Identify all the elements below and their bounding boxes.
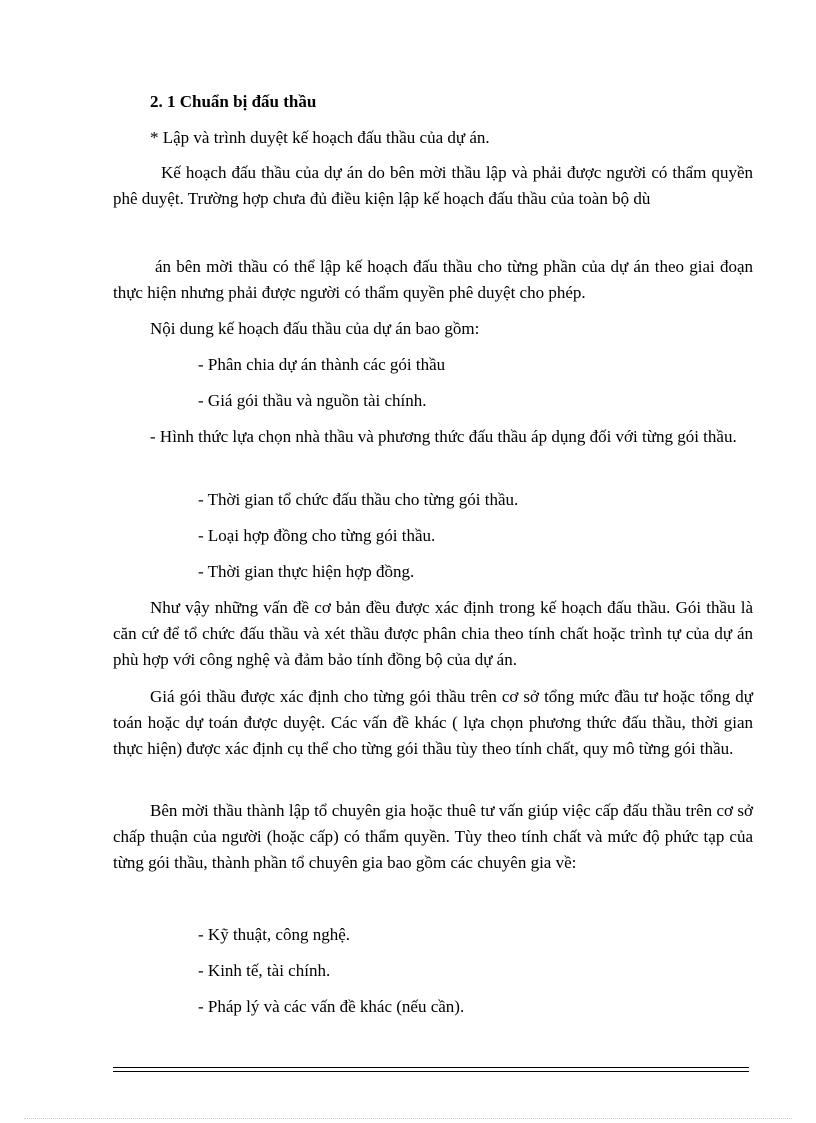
section-heading: 2. 1 Chuẩn bị đấu thầu (150, 92, 317, 111)
footer-rule (113, 1067, 749, 1068)
paragraph-plan-contents: Nội dung kế hoạch đấu thầu của dự án bao gồm: (150, 319, 480, 338)
paragraph-package-price: Giá gói thầu được xác định cho từng gói thầu trên cơ sở tổng mức đầu tư hoặc tổng dự toán hoặc dự toán được duyệt. Các vấn đề khác ( lựa chọn phương thức đấu thầu, thời gian thực hiện) được xác định cụ thể cho từng gói thầu tùy theo tính chất, quy mô từng gói thầu. (113, 687, 753, 758)
list-item: - Giá gói thầu và nguồn tài chính. (198, 391, 427, 410)
list-item: - Thời gian thực hiện hợp đồng. (198, 562, 415, 581)
list-item: - Thời gian tổ chức đấu thầu cho từng gói thầu. (198, 490, 519, 509)
paragraph-expert-team: Bên mời thầu thành lập tổ chuyên gia hoặc thuê tư vấn giúp việc cấp đấu thầu trên cơ sở chấp thuận của người (hoặc cấp) có thẩm quyền. Tùy theo tính chất và mức độ phức tạp của từng gói thầu, thành phần tổ chuyên gia bao gồm các chuyên gia về: (113, 801, 753, 872)
footer-rule (113, 1071, 749, 1072)
page-edge-dotted-line (24, 1118, 792, 1119)
subsection-title: * Lập và trình duyệt kế hoạch đấu thầu của dự án. (150, 128, 490, 147)
list-item: - Pháp lý và các vấn đề khác (nếu cần). (198, 997, 465, 1016)
paragraph-packages: Như vậy những vấn đề cơ bản đều được xác định trong kế hoạch đấu thầu. Gói thầu là căn cứ để tổ chức đấu thầu và xét thầu được phân chia theo tính chất hoặc trình tự của dự án phù hợp với công nghệ và đảm bảo tính đồng bộ của dự án. (113, 598, 753, 669)
paragraph-plan-approval: Kế hoạch đấu thầu của dự án do bên mời thầu lập và phải được người có thẩm quyền phê duyệt. Trường hợp chưa đủ điều kiện lập kế hoạch đấu thầu của toàn bộ dù (113, 163, 753, 208)
list-item-wide: - Hình thức lựa chọn nhà thầu và phương thức đấu thầu áp dụng đối với từng gói thầu. (150, 427, 737, 446)
list-item: - Loại hợp đồng cho từng gói thầu. (198, 526, 436, 545)
list-item: - Kinh tế, tài chính. (198, 961, 331, 980)
list-item: - Phân chia dự án thành các gói thầu (198, 355, 446, 374)
list-item: - Kỹ thuật, công nghệ. (198, 925, 351, 944)
paragraph-plan-phases: án bên mời thầu có thể lập kế hoạch đấu thầu cho từng phần của dự án theo giai đoạn thực hiện nhưng phải được người có thẩm quyền phê duyệt cho phép. (113, 257, 753, 302)
